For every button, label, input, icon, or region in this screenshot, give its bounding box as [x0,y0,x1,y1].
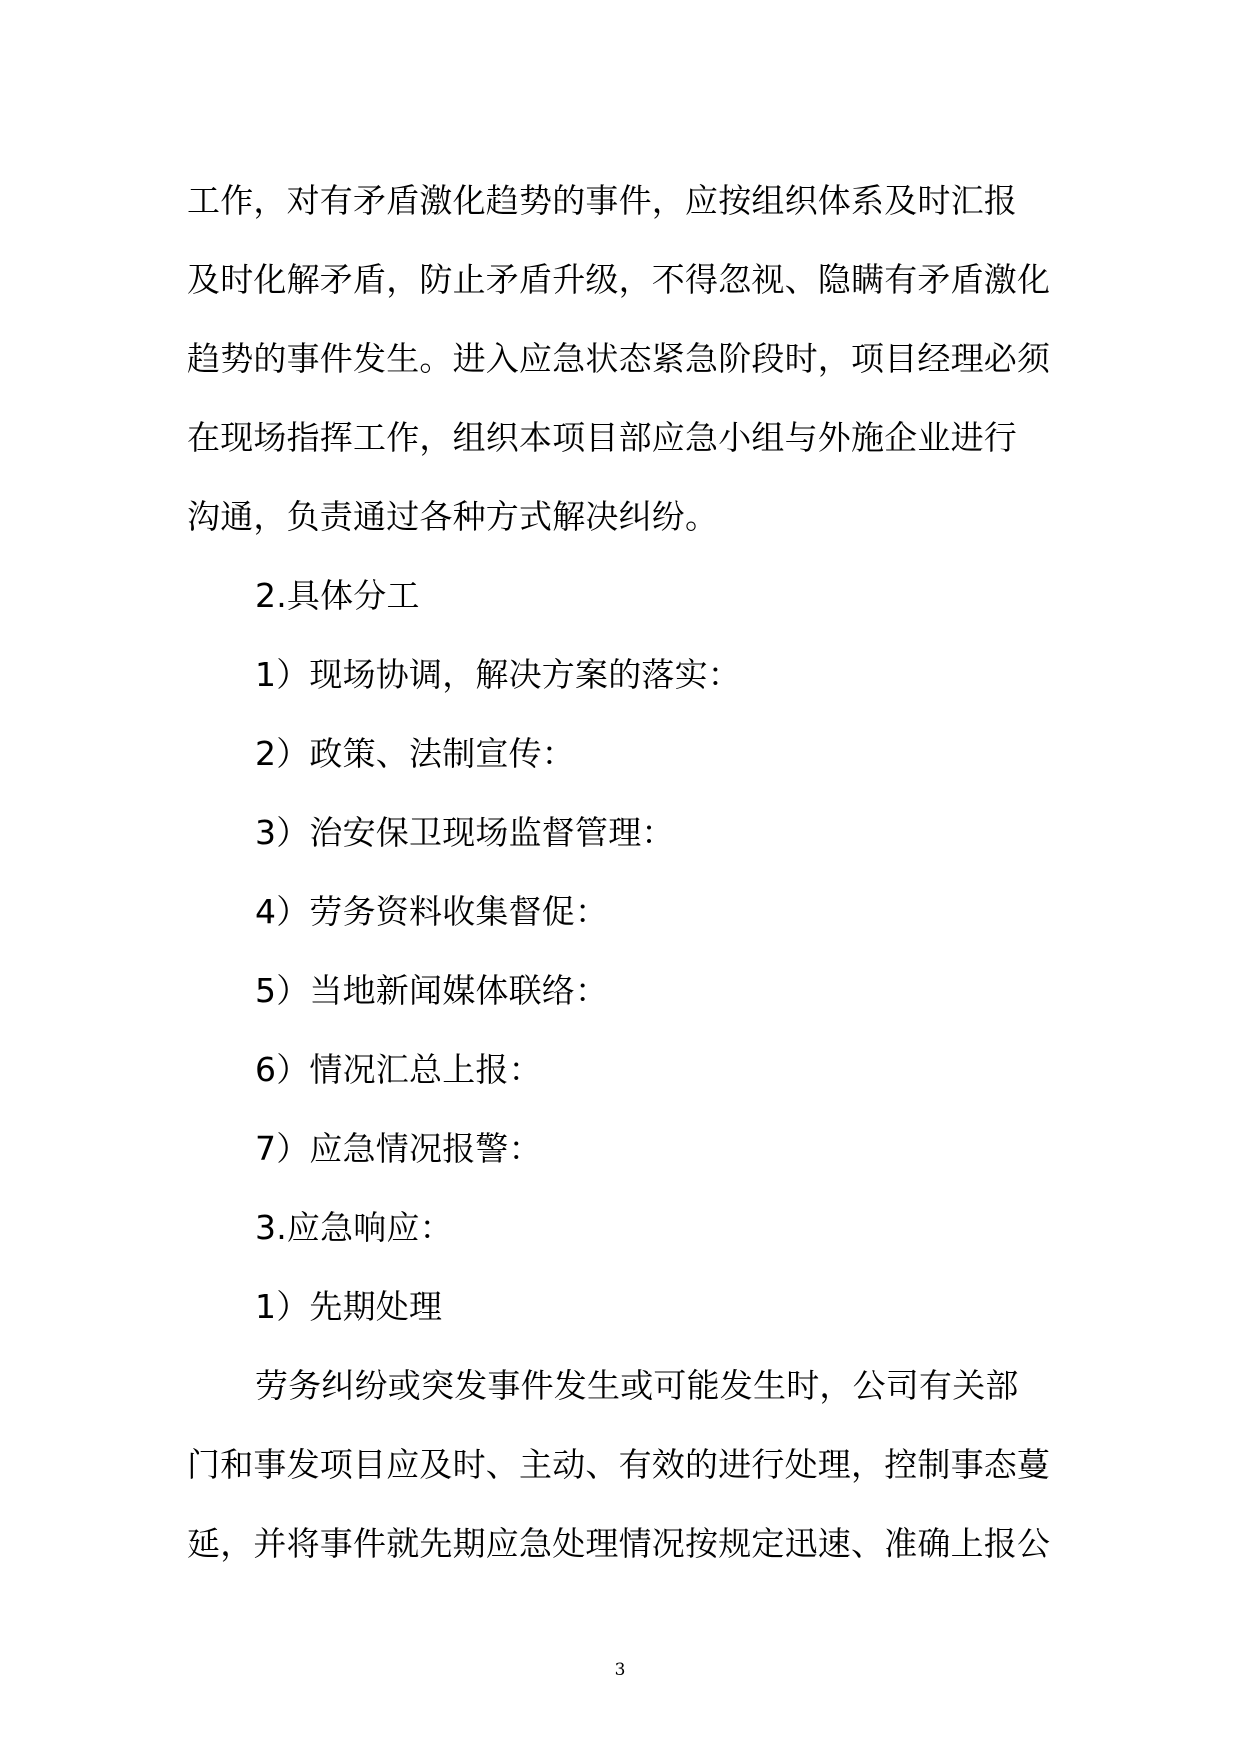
paragraph-line: 及时化解矛盾，防止矛盾升级，不得忽视、隐瞒有矛盾激化 [187,260,1051,299]
list-item: 7）应急情况报警： [255,1129,542,1168]
list-item: 3）治安保卫现场监督管理： [255,813,675,852]
paragraph-line: 趋势的事件发生。进入应急状态紧急阶段时，项目经理必须 [187,339,1051,378]
paragraph-line: 延，并将事件就先期应急处理情况按规定迅速、准确上报公 [187,1524,1051,1563]
subsection-heading: 1）先期处理 [255,1287,443,1326]
list-item: 2）政策、法制宣传： [255,734,575,773]
paragraph-line: 在现场指挥工作，组织本项目部应急小组与外施企业进行 [187,418,1017,457]
paragraph-line: 沟通，负责通过各种方式解决纠纷。 [187,497,719,536]
page-number: 3 [614,1660,626,1680]
paragraph-line: 工作，对有矛盾激化趋势的事件，应按组织体系及时汇报 [187,181,1017,220]
paragraph-line: 门和事发项目应及时、主动、有效的进行处理，控制事态蔓 [187,1445,1051,1484]
paragraph-line: 劳务纠纷或突发事件发生或可能发生时，公司有关部 [255,1366,1019,1405]
list-item: 6）情况汇总上报： [255,1050,542,1089]
section-heading: 3.应急响应： [255,1208,453,1247]
list-item: 5）当地新闻媒体联络： [255,971,609,1010]
list-item: 4）劳务资料收集督促： [255,892,609,931]
list-item: 1）现场协调，解决方案的落实： [255,655,741,694]
section-heading: 2.具体分工 [255,576,420,615]
